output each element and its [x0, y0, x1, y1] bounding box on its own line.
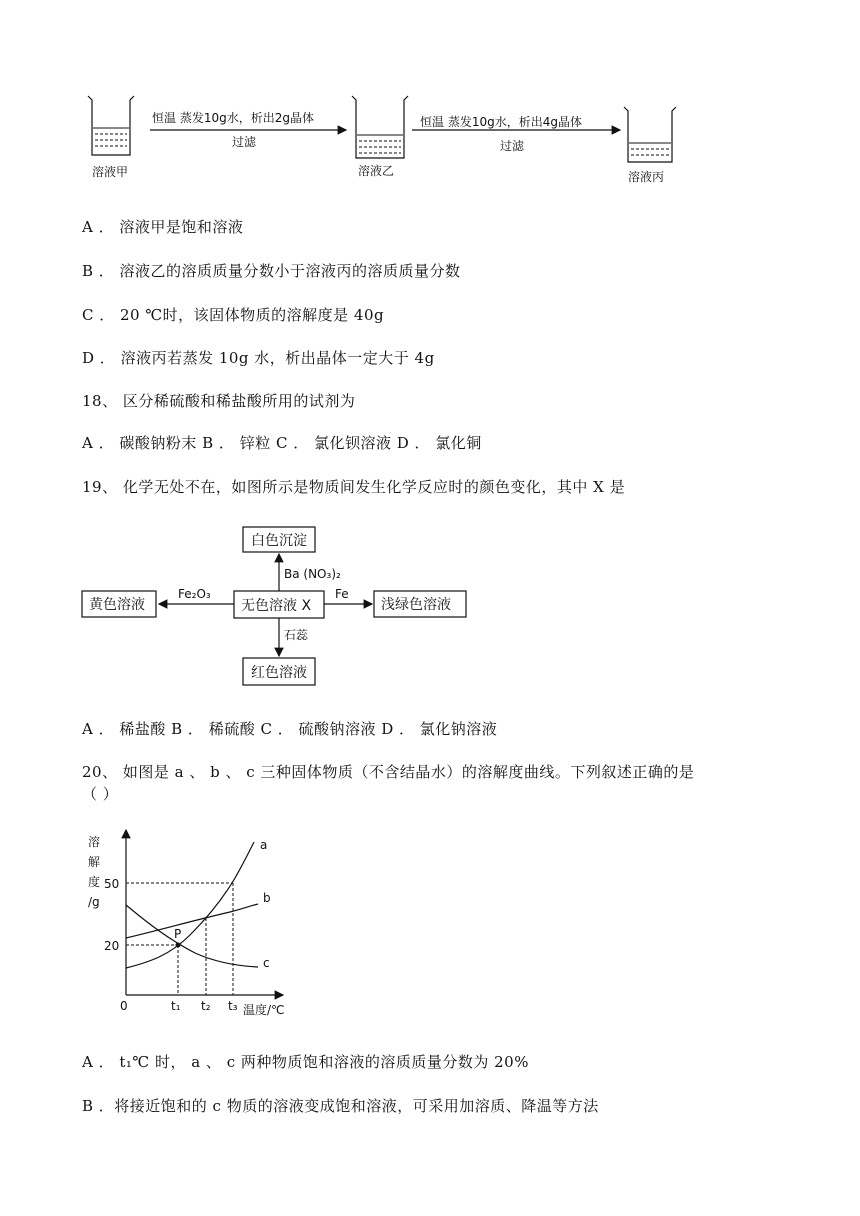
ylabel-3: 度 [88, 875, 101, 889]
q20-stem-line1: 20、 如图是 a 、 b 、 c 三种固体物质（不含结晶水）的溶解度曲线。下列叙述正确的是 [82, 763, 695, 781]
q20-option-b: B ．将接近饱和的 c 物质的溶液变成饱和溶液，可采用加溶质、降温等方法 [82, 1097, 599, 1115]
q17-option-b: B ． 溶液乙的溶质质量分数小于溶液丙的溶质质量分数 [82, 262, 461, 280]
q18-options: A ． 碳酸钠粉末 B ． 锌粒 C ． 氯化钡溶液 D ． 氯化铜 [82, 434, 482, 452]
q17-option-a: A ． 溶液甲是饱和溶液 [82, 218, 244, 236]
step2-bottom-label: 过滤 [500, 139, 525, 153]
point-p-label: P [174, 927, 182, 941]
q20-option-a: A ． t₁℃ 时， a 、 c 两种物质饱和溶液的溶质质量分数为 20% [82, 1053, 529, 1071]
q17-option-d: D ． 溶液丙若蒸发 10g 水，析出晶体一定大于 4g [82, 349, 435, 367]
left-reagent: Fe₂O₃ [178, 587, 211, 601]
bottom-label: 红色溶液 [251, 665, 307, 681]
point-p [176, 943, 181, 948]
curve-c-label: c [263, 956, 270, 970]
left-label: 黄色溶液 [89, 597, 145, 613]
top-reagent: Ba (NO₃)₂ [284, 567, 341, 581]
step2-top-label: 恒温 蒸发10g水，析出4g晶体 [420, 115, 582, 129]
x-tick-0: 0 [120, 999, 128, 1013]
beaker-label-yi: 溶液乙 [358, 164, 395, 178]
bottom-reagent: 石蕊 [284, 628, 309, 642]
step1-top-label: 恒温 蒸发10g水，析出2g晶体 [152, 111, 314, 125]
beaker-label-jia: 溶液甲 [92, 165, 129, 179]
xlabel: 温度/℃ [243, 1003, 285, 1017]
q17-option-c: C ． 20 ℃时，该固体物质的溶解度是 40g [82, 306, 385, 324]
ylabel-2: 解 [88, 855, 101, 869]
y-tick-20: 20 [104, 939, 120, 953]
ylabel-1: 溶 [88, 835, 101, 849]
right-label: 浅绿色溶液 [381, 597, 451, 613]
q19-stem: 19、 化学无处不在，如图所示是物质间发生化学反应时的颜色变化，其中 X 是 [82, 478, 626, 496]
curve-a-label: a [260, 838, 268, 852]
step1-bottom-label: 过滤 [232, 135, 257, 149]
top-label: 白色沉淀 [251, 533, 307, 549]
curve-a [126, 842, 254, 968]
x-tick-t1: t₁ [171, 999, 181, 1013]
ylabel-4: /g [88, 895, 100, 909]
q18-stem: 18、 区分稀硫酸和稀盐酸所用的试剂为 [82, 392, 356, 410]
y-tick-50: 50 [104, 877, 120, 891]
curve-b-label: b [263, 891, 271, 905]
q19-options: A ． 稀盐酸 B ． 稀硫酸 C ． 硫酸钠溶液 D ． 氯化钠溶液 [82, 720, 498, 738]
curve-c [126, 905, 258, 967]
center-label: 无色溶液 X [241, 598, 312, 614]
right-reagent: Fe [335, 587, 349, 601]
x-tick-t3: t₃ [228, 999, 238, 1013]
beaker-label-bing: 溶液丙 [628, 170, 665, 184]
x-tick-t2: t₂ [201, 999, 211, 1013]
q20-stem-line2: （ ） [82, 785, 119, 803]
